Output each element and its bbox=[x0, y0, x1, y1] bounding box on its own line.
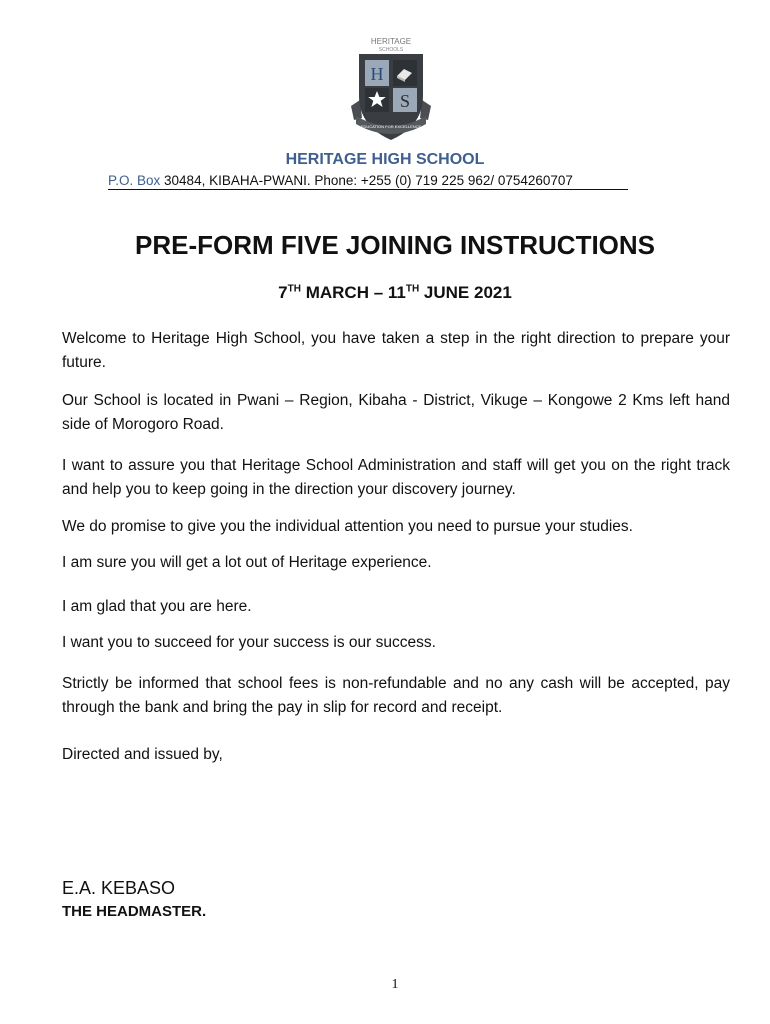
document-title: PRE-FORM FIVE JOINING INSTRUCTIONS bbox=[134, 230, 656, 260]
school-crest-logo bbox=[346, 36, 436, 146]
paragraph-glad: I am glad that you are here. bbox=[62, 598, 252, 615]
paragraph-fees: Strictly be informed that school fees is non-refundable and no any cash will be accepted, pay through the bank and bring the pay in slip for record and receipt. bbox=[62, 675, 730, 716]
paragraph-experience: I am sure you will get a lot out of Heritage experience. bbox=[62, 554, 432, 571]
paragraph-promise: We do promise to give you the individual attention you need to pursue your studies. bbox=[62, 518, 633, 535]
logo-sub-text: SCHOOLS bbox=[378, 47, 404, 53]
logo-letter-s: S bbox=[399, 91, 411, 111]
logo-top-text: HERITAGE bbox=[370, 37, 412, 46]
address-details: 30484, KIBAHA-PWANI. Phone: +255 (0) 719 225 962/ 0754260707 bbox=[160, 173, 573, 188]
address-line bbox=[108, 173, 628, 190]
paragraph-succeed: I want you to succeed for your success is our success. bbox=[62, 634, 436, 651]
paragraph-assurance: I want to assure you that Heritage School Administration and staff will get you on the right track and help you to keep going in the direction your discovery journey. bbox=[62, 457, 730, 498]
school-name: HERITAGE HIGH SCHOOL bbox=[285, 151, 485, 168]
paragraph-welcome: Welcome to Heritage High School, you have taken a step in the right direction to prepare your future. bbox=[62, 330, 730, 371]
paragraph-location: Our School is located in Pwani – Region, Kibaha - District, Vikuge – Kongowe 2 Kms left hand side of Morogoro Road. bbox=[62, 392, 730, 433]
date-range: 7TH MARCH – 11TH JUNE 2021 bbox=[278, 283, 512, 302]
motto-text: EDUCATION FOR EXCELLENCE bbox=[360, 124, 422, 129]
po-box-label: P.O. Box bbox=[108, 173, 161, 188]
paragraph-directed: Directed and issued by, bbox=[62, 746, 223, 763]
signatory-name: E.A. KEBASO bbox=[62, 878, 176, 898]
logo-letter-h: H bbox=[370, 64, 384, 84]
page-number: 1 bbox=[391, 977, 399, 992]
signatory-title: THE HEADMASTER. bbox=[62, 903, 207, 920]
